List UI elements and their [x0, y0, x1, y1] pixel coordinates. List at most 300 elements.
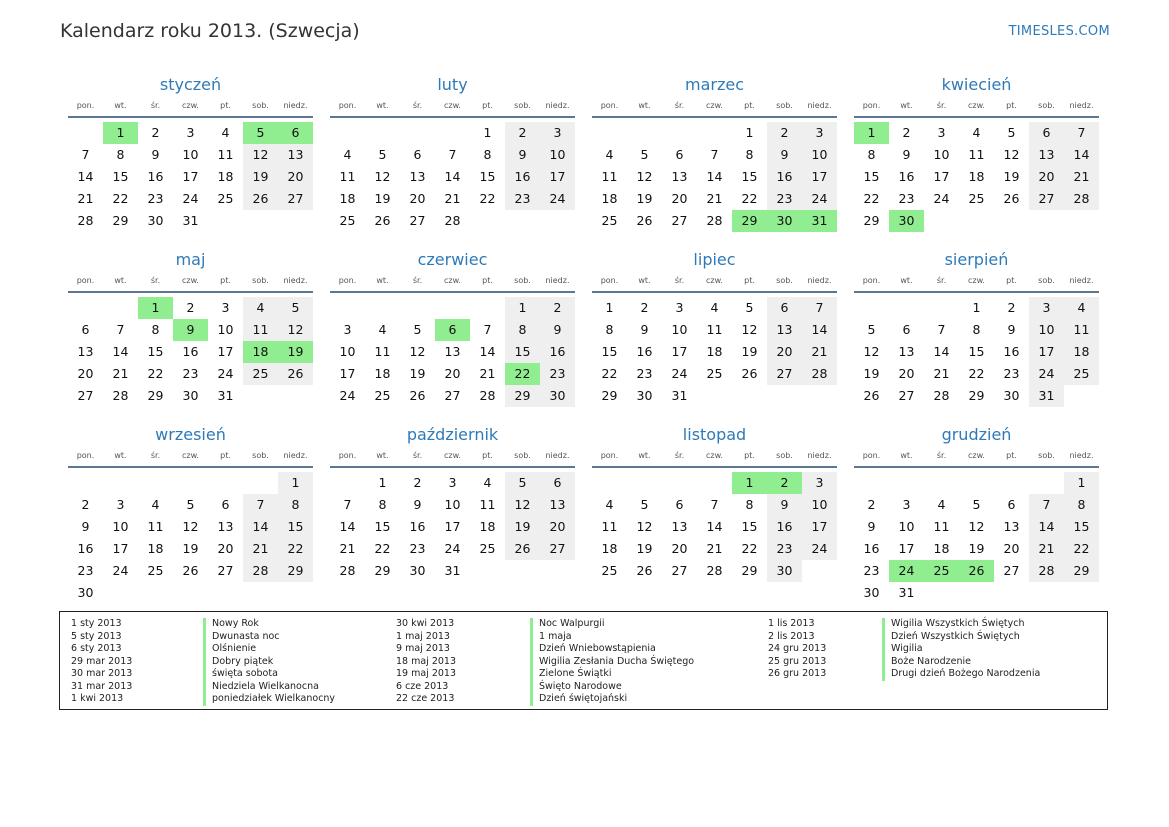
day-cell: 18 [968, 169, 985, 184]
month-calendar [68, 424, 313, 604]
weekend-day: 25 [243, 363, 278, 385]
day-cell: 8 [116, 147, 125, 162]
empty-cell [505, 210, 540, 232]
day-cell: 18 [706, 344, 723, 359]
day-cell: 6 [902, 322, 911, 337]
weekend-day: 27 [540, 538, 575, 560]
week-row [68, 516, 313, 538]
day-cell: 19 [741, 344, 758, 359]
day-cell: 16 [1003, 344, 1020, 359]
weekend-day: 17 [802, 516, 837, 538]
day-cell: 14 [112, 344, 129, 359]
day-cell: 27 [1003, 563, 1020, 578]
day-cell: 24 [217, 366, 234, 381]
day-cell: 3 [186, 125, 195, 140]
day-cell: 11 [601, 519, 618, 534]
weekend-day: 1 [505, 297, 540, 319]
weekday-header [330, 271, 575, 293]
legend-holiday-name: święta sobota [203, 668, 335, 681]
weekday-label: sob. [514, 101, 531, 110]
day-cell: 6 [81, 322, 90, 337]
month-name: październik [406, 425, 499, 444]
week-row [854, 144, 1099, 166]
day-cell: 3 [116, 497, 125, 512]
empty-cell [959, 472, 994, 494]
day-cell: 21 [706, 191, 723, 206]
day-cell: 13 [217, 519, 234, 534]
empty-cell [138, 472, 173, 494]
day-cell: 26 [1003, 191, 1020, 206]
day-cell: 15 [147, 344, 164, 359]
day-cell: 15 [863, 169, 880, 184]
day-cell: 9 [867, 519, 876, 534]
weekday-label: śr. [150, 101, 161, 110]
day-cell: 11 [968, 147, 985, 162]
day-cell: 31 [182, 213, 199, 228]
week-row [68, 122, 313, 144]
weekend-day: 1 [278, 472, 313, 494]
empty-cell [854, 472, 889, 494]
weekend-day: 9 [540, 319, 575, 341]
day-cell: 15 [968, 344, 985, 359]
day-cell: 18 [601, 191, 618, 206]
empty-cell [802, 560, 837, 582]
day-cell: 16 [409, 519, 426, 534]
weekday-label: pon. [338, 451, 357, 460]
day-cell: 19 [636, 191, 653, 206]
day-cell: 28 [112, 388, 129, 403]
week-row [330, 516, 575, 538]
week-row [592, 210, 837, 232]
holiday-legend [59, 611, 1108, 710]
day-cell: 30 [1003, 388, 1020, 403]
weekday-label: sob. [776, 451, 793, 460]
legend-date: 6 sty 2013 [71, 643, 122, 654]
empty-cell [924, 582, 959, 604]
weekday-label: pon. [862, 451, 881, 460]
empty-cell [243, 210, 278, 232]
legend-date: 5 sty 2013 [71, 630, 122, 642]
day-cell: 22 [147, 366, 164, 381]
day-cell: 18 [601, 541, 618, 556]
weekend-day: 13 [1029, 144, 1064, 166]
week-row [330, 210, 575, 232]
legend-date: 31 mar 2013 [71, 680, 133, 692]
weekday-label: czw. [706, 451, 723, 460]
weekday-label: wt. [638, 451, 651, 460]
week-row [330, 122, 575, 144]
day-cell: 11 [217, 147, 234, 162]
empty-cell [662, 122, 697, 144]
day-cell: 27 [671, 213, 688, 228]
day-cell: 21 [706, 541, 723, 556]
holiday-day: 26 [959, 560, 994, 582]
week-row [592, 144, 837, 166]
weekend-day: 17 [1029, 341, 1064, 363]
weekday-label: śr. [150, 276, 161, 285]
day-cell: 1 [483, 125, 492, 140]
week-row [854, 538, 1099, 560]
weekday-label: pt. [744, 276, 755, 285]
weekend-day: 27 [767, 363, 802, 385]
weekend-day: 13 [767, 319, 802, 341]
day-cell: 1 [745, 125, 754, 140]
holiday-day: 30 [767, 210, 802, 232]
weekend-day: 3 [1029, 297, 1064, 319]
legend-date: 1 maj 2013 [396, 630, 450, 642]
weekend-day: 14 [1064, 144, 1099, 166]
weekend-day: 24 [1029, 363, 1064, 385]
day-cell: 5 [640, 147, 649, 162]
weekend-day: 12 [243, 144, 278, 166]
weekend-day: 21 [1064, 166, 1099, 188]
weekday-label: pt. [220, 451, 231, 460]
holiday-day: 22 [505, 363, 540, 385]
weekday-label: sob. [514, 276, 531, 285]
week-row [592, 472, 837, 494]
legend-holiday-name: Wigilia Wszystkich Świętych [882, 618, 1040, 631]
weekday-label: sob. [252, 101, 269, 110]
weekend-day: 20 [767, 341, 802, 363]
weekend-day: 29 [278, 560, 313, 582]
brand-link[interactable]: TIMESLES.COM [1008, 24, 1110, 39]
weekday-label: sob. [1038, 451, 1055, 460]
weekday-label: wt. [114, 451, 127, 460]
weekday-label: śr. [674, 276, 685, 285]
month-name: lipiec [693, 250, 736, 269]
legend-dates-column [71, 618, 132, 706]
week-row [330, 385, 575, 407]
day-cell: 10 [444, 497, 461, 512]
day-cell: 15 [601, 344, 618, 359]
weekday-header [854, 271, 1099, 293]
day-cell: 5 [378, 147, 387, 162]
legend-names-column [203, 618, 335, 706]
weekday-label: sob. [252, 276, 269, 285]
week-row [330, 494, 575, 516]
day-cell: 28 [444, 213, 461, 228]
weekday-header [68, 96, 313, 118]
day-cell: 30 [182, 388, 199, 403]
day-cell: 28 [77, 213, 94, 228]
day-cell: 31 [898, 585, 915, 600]
legend-dates-column [768, 618, 826, 681]
day-cell: 23 [863, 563, 880, 578]
day-cell: 6 [1007, 497, 1016, 512]
empty-cell [365, 297, 400, 319]
month-calendar [330, 249, 575, 407]
legend-holiday-name: Święto Narodowe [530, 681, 694, 694]
day-cell: 8 [151, 322, 160, 337]
weekend-day: 9 [767, 494, 802, 516]
day-cell: 13 [898, 344, 915, 359]
empty-cell [697, 472, 732, 494]
day-cell: 7 [710, 147, 719, 162]
week-row [68, 297, 313, 319]
weekend-day: 26 [278, 363, 313, 385]
weekday-label: sob. [776, 276, 793, 285]
empty-cell [697, 385, 732, 407]
day-cell: 4 [151, 497, 160, 512]
weekday-label: niedz. [283, 276, 308, 285]
day-cell: 12 [1003, 147, 1020, 162]
weekday-label: wt. [376, 276, 389, 285]
day-cell: 12 [741, 322, 758, 337]
day-cell: 5 [972, 497, 981, 512]
legend-date: 19 maj 2013 [396, 668, 457, 679]
empty-cell [697, 122, 732, 144]
day-cell: 27 [77, 388, 94, 403]
weekday-header [330, 96, 575, 118]
empty-cell [278, 582, 313, 604]
day-cell: 9 [151, 147, 160, 162]
day-cell: 19 [968, 541, 985, 556]
day-cell: 7 [937, 322, 946, 337]
week-row [592, 516, 837, 538]
day-cell: 13 [1003, 519, 1020, 534]
weekend-day: 28 [243, 560, 278, 582]
weekend-day: 30 [767, 560, 802, 582]
weekday-label: śr. [412, 101, 423, 110]
empty-cell [959, 210, 994, 232]
day-cell: 4 [710, 300, 719, 315]
weekend-day: 16 [540, 341, 575, 363]
day-cell: 15 [741, 169, 758, 184]
day-cell: 15 [374, 519, 391, 534]
day-cell: 10 [898, 519, 915, 534]
weekday-header [68, 271, 313, 293]
day-cell: 31 [444, 563, 461, 578]
day-cell: 16 [77, 541, 94, 556]
day-cell: 19 [1003, 169, 1020, 184]
legend-date: 2 lis 2013 [768, 630, 815, 642]
day-cell: 4 [378, 322, 387, 337]
week-row [592, 188, 837, 210]
day-cell: 8 [867, 147, 876, 162]
weekday-label: niedz. [1069, 276, 1094, 285]
week-row [68, 494, 313, 516]
day-cell: 10 [671, 322, 688, 337]
day-cell: 5 [745, 300, 754, 315]
month-calendar [854, 249, 1099, 407]
day-cell: 14 [706, 169, 723, 184]
weekday-label: pon. [862, 276, 881, 285]
day-cell: 22 [479, 191, 496, 206]
weekday-label: pon. [600, 101, 619, 110]
day-cell: 2 [151, 125, 160, 140]
day-cell: 23 [1003, 366, 1020, 381]
day-cell: 20 [671, 191, 688, 206]
day-cell: 11 [374, 344, 391, 359]
week-row [592, 319, 837, 341]
weekend-day: 6 [767, 297, 802, 319]
weekday-label: wt. [638, 276, 651, 285]
week-row [592, 538, 837, 560]
week-row [854, 188, 1099, 210]
weekend-day: 27 [278, 188, 313, 210]
weekend-day: 30 [540, 385, 575, 407]
empty-cell [592, 472, 627, 494]
day-cell: 1 [378, 475, 387, 490]
weekday-header [330, 446, 575, 468]
legend-holiday-name: Wigilia [882, 643, 1040, 656]
weekend-day: 17 [802, 166, 837, 188]
empty-cell [627, 122, 662, 144]
legend-date: 6 cze 2013 [396, 680, 449, 692]
day-cell: 18 [217, 169, 234, 184]
empty-cell [1029, 472, 1064, 494]
day-cell: 11 [601, 169, 618, 184]
day-cell: 3 [221, 300, 230, 315]
day-cell: 6 [675, 497, 684, 512]
weekday-label: czw. [182, 451, 199, 460]
day-cell: 6 [221, 497, 230, 512]
day-cell: 9 [1007, 322, 1016, 337]
week-row [330, 363, 575, 385]
weekend-day: 29 [1064, 560, 1099, 582]
weekday-label: wt. [900, 276, 913, 285]
day-cell: 22 [863, 191, 880, 206]
weekend-day: 4 [243, 297, 278, 319]
day-cell: 24 [933, 191, 950, 206]
weekend-day: 22 [1064, 538, 1099, 560]
day-cell: 28 [339, 563, 356, 578]
empty-cell [505, 560, 540, 582]
day-cell: 5 [1007, 125, 1016, 140]
empty-cell [924, 210, 959, 232]
day-cell: 25 [374, 388, 391, 403]
day-cell: 31 [217, 388, 234, 403]
week-row [854, 210, 1099, 232]
empty-cell [68, 297, 103, 319]
day-cell: 20 [1003, 541, 1020, 556]
weekend-day: 25 [1064, 363, 1099, 385]
week-row [68, 582, 313, 604]
empty-cell [1029, 210, 1064, 232]
legend-holiday-name: Dobry piątek [203, 656, 335, 669]
day-cell: 28 [933, 388, 950, 403]
empty-cell [767, 385, 802, 407]
day-cell: 3 [343, 322, 352, 337]
holiday-day: 25 [924, 560, 959, 582]
weekend-day: 9 [505, 144, 540, 166]
weekend-day: 15 [1064, 516, 1099, 538]
month-calendar [330, 424, 575, 582]
weekend-day: 18 [1064, 341, 1099, 363]
legend-holiday-name: poniedziałek Wielkanocny [203, 693, 335, 706]
empty-cell [400, 122, 435, 144]
day-cell: 2 [186, 300, 195, 315]
day-cell: 21 [339, 541, 356, 556]
holiday-day: 24 [889, 560, 924, 582]
weekday-label: niedz. [545, 451, 570, 460]
day-cell: 4 [343, 147, 352, 162]
empty-cell [330, 297, 365, 319]
legend-date: 24 gru 2013 [768, 643, 827, 654]
weekday-label: niedz. [545, 101, 570, 110]
day-cell: 27 [409, 213, 426, 228]
week-row [592, 122, 837, 144]
day-cell: 22 [741, 191, 758, 206]
holiday-day: 6 [435, 319, 470, 341]
weekend-day: 23 [505, 188, 540, 210]
weekend-day: 7 [1029, 494, 1064, 516]
day-cell: 1 [605, 300, 614, 315]
weekend-day: 2 [540, 297, 575, 319]
weekday-label: pon. [600, 451, 619, 460]
weekend-day: 5 [505, 472, 540, 494]
day-cell: 8 [483, 147, 492, 162]
day-cell: 3 [902, 497, 911, 512]
legend-names-column [530, 618, 694, 706]
weekend-day: 8 [505, 319, 540, 341]
day-cell: 7 [483, 322, 492, 337]
week-row [68, 472, 313, 494]
day-cell: 29 [601, 388, 618, 403]
day-cell: 12 [182, 519, 199, 534]
weekend-day: 13 [540, 494, 575, 516]
day-cell: 26 [636, 563, 653, 578]
day-cell: 27 [444, 388, 461, 403]
day-cell: 14 [444, 169, 461, 184]
week-row [592, 385, 837, 407]
weekday-label: czw. [444, 451, 461, 460]
empty-cell [103, 472, 138, 494]
empty-cell [540, 210, 575, 232]
legend-holiday-name: Noc Walpurgii [530, 618, 694, 631]
day-cell: 19 [182, 541, 199, 556]
week-row [68, 210, 313, 232]
day-cell: 30 [77, 585, 94, 600]
day-cell: 23 [147, 191, 164, 206]
empty-cell [889, 297, 924, 319]
day-cell: 15 [112, 169, 129, 184]
day-cell: 25 [601, 563, 618, 578]
day-cell: 28 [706, 213, 723, 228]
month-calendar [592, 249, 837, 407]
weekday-label: pon. [600, 276, 619, 285]
day-cell: 20 [77, 366, 94, 381]
holiday-day: 2 [767, 472, 802, 494]
empty-cell [173, 582, 208, 604]
day-cell: 17 [898, 541, 915, 556]
day-cell: 23 [182, 366, 199, 381]
day-cell: 10 [182, 147, 199, 162]
empty-cell [435, 297, 470, 319]
week-row [854, 494, 1099, 516]
empty-cell [138, 582, 173, 604]
holiday-day: 1 [138, 297, 173, 319]
day-cell: 5 [867, 322, 876, 337]
day-cell: 29 [112, 213, 129, 228]
day-cell: 13 [444, 344, 461, 359]
empty-cell [470, 210, 505, 232]
week-row [68, 363, 313, 385]
day-cell: 4 [937, 497, 946, 512]
holiday-day: 30 [889, 210, 924, 232]
week-row [68, 319, 313, 341]
weekday-label: śr. [674, 451, 685, 460]
day-cell: 30 [863, 585, 880, 600]
weekday-label: wt. [114, 276, 127, 285]
weekend-day: 5 [278, 297, 313, 319]
week-row [592, 363, 837, 385]
day-cell: 17 [671, 344, 688, 359]
day-cell: 13 [77, 344, 94, 359]
weekend-day: 15 [505, 341, 540, 363]
weekday-header [592, 96, 837, 118]
week-row [68, 166, 313, 188]
